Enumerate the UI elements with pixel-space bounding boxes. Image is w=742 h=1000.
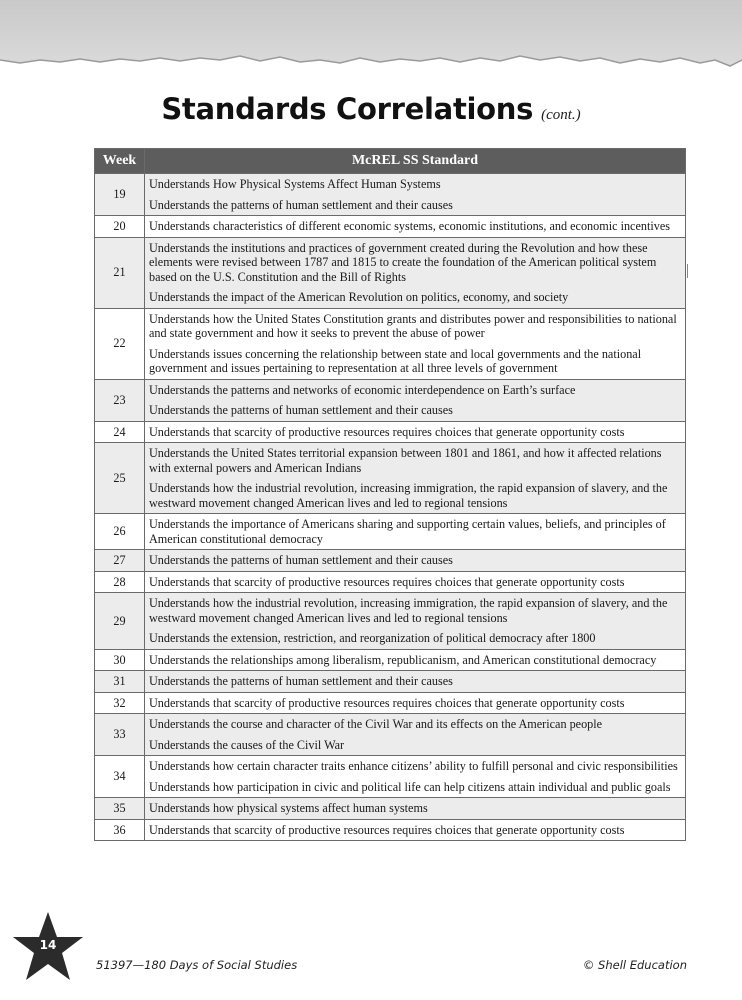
week-cell: 30 bbox=[95, 649, 145, 671]
standard-text: Understands issues concerning the relationship between state and local governments and the national government and issues pertaining to representation at all three levels of government bbox=[149, 346, 642, 375]
standard-text: Understands how physical systems affect human systems bbox=[149, 801, 428, 815]
standard-cell bbox=[145, 421, 686, 443]
standard-text: Understands How Physical Systems Affect Human Systems bbox=[149, 177, 441, 191]
title-continued-label: (cont.) bbox=[541, 107, 581, 123]
table-row bbox=[95, 443, 686, 514]
standard-cell bbox=[145, 692, 686, 714]
standard-text: Understands the United States territorial expansion between 1801 and 1861, and how it affected relations with external powers and American Indians bbox=[149, 446, 662, 475]
stray-mark bbox=[687, 264, 688, 278]
footer-publisher: © Shell Education bbox=[582, 958, 687, 972]
table-row bbox=[95, 308, 686, 379]
standard-cell bbox=[145, 443, 686, 514]
standard-cell bbox=[145, 550, 686, 572]
week-cell: 20 bbox=[95, 216, 145, 238]
standard-text: Understands the impact of the American Revolution on politics, economy, and society bbox=[149, 290, 569, 304]
table-body bbox=[95, 174, 686, 841]
standard-cell bbox=[145, 671, 686, 693]
standard-text: Understands the institutions and practices of government created during the Revolution and how these elements were revised between 1787 and 1815 to create the foundation of the American political system based on the U.S. Constitution and the Bill of Rights bbox=[149, 240, 657, 284]
standard-cell bbox=[145, 237, 686, 308]
torn-paper-banner bbox=[0, 0, 742, 70]
standard-text: Understands characteristics of different economic systems, economic institutions, and economic incentives bbox=[149, 219, 670, 233]
week-cell: 29 bbox=[95, 593, 145, 650]
standard-cell bbox=[145, 649, 686, 671]
page-number-badge bbox=[12, 910, 84, 982]
table-row bbox=[95, 216, 686, 238]
standard-text: Understands that scarcity of productive resources requires choices that generate opportunity costs bbox=[149, 424, 625, 439]
standard-cell bbox=[145, 379, 686, 421]
standard-cell bbox=[145, 819, 686, 841]
page-heading bbox=[0, 92, 742, 126]
table-row bbox=[95, 571, 686, 593]
standard-text: Understands the extension, restriction, and reorganization of political democracy after 1800 bbox=[149, 631, 596, 645]
table-row bbox=[95, 819, 686, 841]
standard-text: Understands the patterns of human settlement and their causes bbox=[149, 674, 453, 688]
week-cell: 19 bbox=[95, 174, 145, 216]
table-row bbox=[95, 379, 686, 421]
standard-text: Understands that scarcity of productive resources requires choices that generate opportunity costs bbox=[149, 695, 625, 710]
page-title: Standards Correlations bbox=[161, 92, 534, 126]
week-cell: 31 bbox=[95, 671, 145, 693]
table-row bbox=[95, 514, 686, 550]
standard-text: Understands the relationships among liberalism, republicanism, and American constitutional democracy bbox=[149, 652, 657, 667]
week-cell: 33 bbox=[95, 714, 145, 756]
table-row bbox=[95, 237, 686, 308]
table-row bbox=[95, 593, 686, 650]
standard-cell bbox=[145, 216, 686, 238]
week-cell: 34 bbox=[95, 756, 145, 798]
footer-book-title: 51397—180 Days of Social Studies bbox=[96, 958, 298, 972]
table-row bbox=[95, 756, 686, 798]
week-cell: 23 bbox=[95, 379, 145, 421]
week-cell: 25 bbox=[95, 443, 145, 514]
standard-cell bbox=[145, 714, 686, 756]
standard-cell bbox=[145, 593, 686, 650]
standard-text: Understands the patterns and networks of economic interdependence on Earth’s surface bbox=[149, 382, 576, 397]
table-row bbox=[95, 649, 686, 671]
standard-text: Understands the patterns of human settlement and their causes bbox=[149, 403, 453, 417]
week-cell: 28 bbox=[95, 571, 145, 593]
page-number: 14 bbox=[39, 938, 57, 952]
standards-table bbox=[94, 148, 686, 841]
table-row bbox=[95, 671, 686, 693]
standard-text: Understands how participation in civic and political life can help citizens attain individual and public goals bbox=[149, 779, 671, 794]
standard-text: Understands the patterns of human settlement and their causes bbox=[149, 553, 453, 567]
standard-cell bbox=[145, 756, 686, 798]
standard-cell bbox=[145, 174, 686, 216]
week-cell: 21 bbox=[95, 237, 145, 308]
standard-text: Understands how certain character traits enhance citizens’ ability to fulfill personal and civic responsibilities bbox=[149, 759, 678, 773]
table-row bbox=[95, 550, 686, 572]
week-cell: 35 bbox=[95, 798, 145, 820]
header-standard: McREL SS Standard bbox=[145, 149, 686, 174]
table-row bbox=[95, 714, 686, 756]
week-cell: 36 bbox=[95, 819, 145, 841]
standard-text: Understands the course and character of the Civil War and its effects on the American people bbox=[149, 717, 603, 731]
standard-cell bbox=[145, 798, 686, 820]
week-cell: 24 bbox=[95, 421, 145, 443]
standard-text: Understands how the industrial revolution, increasing immigration, the rapid expansion of slavery, and the westward movement changed American lives and led to regional tensions bbox=[149, 481, 668, 510]
week-cell: 22 bbox=[95, 308, 145, 379]
header-week: Week bbox=[95, 149, 145, 174]
standard-text: Understands how the United States Constitution grants and distributes power and responsibilities to national and state government and how it seeks to prevent the abuse of power bbox=[149, 311, 677, 340]
standard-text: Understands that scarcity of productive resources requires choices that generate opportunity costs bbox=[149, 822, 625, 837]
week-cell: 26 bbox=[95, 514, 145, 550]
standard-text: Understands the importance of Americans sharing and supporting certain values, beliefs, and principles of American constitutional democracy bbox=[149, 517, 666, 546]
standard-cell bbox=[145, 308, 686, 379]
table-row bbox=[95, 174, 686, 216]
table-row bbox=[95, 798, 686, 820]
week-cell: 32 bbox=[95, 692, 145, 714]
standard-text: Understands the causes of the Civil War bbox=[149, 737, 345, 752]
standard-text: Understands the patterns of human settlement and their causes bbox=[149, 197, 453, 212]
standard-text: Understands how the industrial revolution, increasing immigration, the rapid expansion of slavery, and the westward movement changed American lives and led to regional tensions bbox=[149, 596, 668, 625]
table-row bbox=[95, 692, 686, 714]
week-cell: 27 bbox=[95, 550, 145, 572]
table-row bbox=[95, 421, 686, 443]
table-header-row bbox=[95, 149, 686, 174]
standard-cell bbox=[145, 514, 686, 550]
standard-cell bbox=[145, 571, 686, 593]
standard-text: Understands that scarcity of productive resources requires choices that generate opportunity costs bbox=[149, 574, 625, 589]
